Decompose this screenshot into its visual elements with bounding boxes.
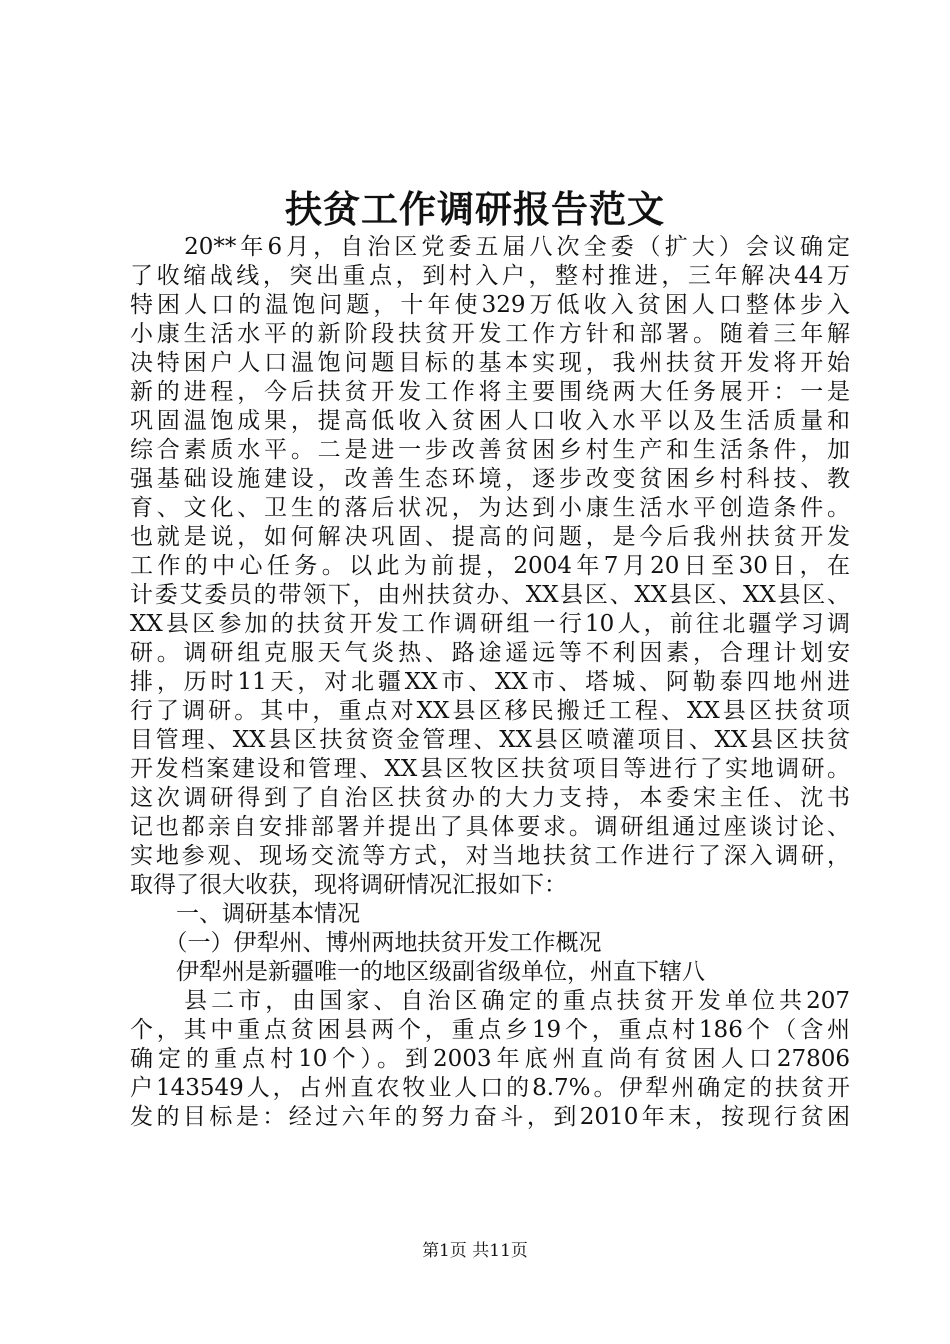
text-line: 强基础设施建设，改善生态环境，逐步改变贫困乡村科技、教 — [130, 466, 850, 492]
text-line: 发的目标是：经过六年的努力奋斗，到2010年末，按现行贫困 — [130, 1104, 850, 1130]
text-line: 育、文化、卫生的落后状况，为达到小康生活水平创造条件。 — [130, 495, 850, 521]
text-line: 特困人口的温饱问题，十年使329万低收入贫困人口整体步入 — [130, 292, 850, 318]
text-line: 计委艾委员的带领下，由州扶贫办、XX县区、XX县区、XX县区、 — [130, 582, 850, 608]
text-line: （一）伊犁州、博州两地扶贫开发工作概况 — [130, 930, 602, 956]
text-line: 综合素质水平。二是进一步改善贫困乡村生产和生活条件，加 — [130, 437, 850, 463]
text-line: 户143549人，占州直农牧业人口的8.7%。伊犁州确定的扶贫开 — [130, 1075, 850, 1101]
text-line: 行了调研。其中，重点对XX县区移民搬迁工程、XX县区扶贫项 — [130, 698, 850, 724]
text-line: 排，历时11天，对北疆XX市、XX市、塔城、阿勒泰四地州进 — [130, 669, 850, 695]
text-line: 新的进程，今后扶贫开发工作将主要围绕两大任务展开：一是 — [130, 379, 850, 405]
text-line: 个，其中重点贫困县两个，重点乡19个，重点村186个（含州 — [130, 1017, 850, 1043]
page-footer: 第1页 共11页 — [422, 1241, 528, 1261]
text-line: 工作的中心任务。以此为前提，2004年7月20日至30日，在 — [130, 553, 850, 579]
text-line: 开发档案建设和管理、XX县区牧区扶贫项目等进行了实地调研。 — [130, 756, 850, 782]
text-line: 实地参观、现场交流等方式，对当地扶贫工作进行了深入调研， — [130, 843, 850, 869]
text-line: 研。调研组克服天气炎热、路途遥远等不利因素，合理计划安 — [130, 640, 850, 666]
text-line: 决特困户人口温饱问题目标的基本实现，我州扶贫开发将开始 — [130, 350, 850, 376]
text-line: 这次调研得到了自治区扶贫办的大力支持，本委宋主任、沈书 — [130, 785, 850, 811]
text-line: 20**年6月，自治区党委五届八次全委（扩大）会议确定 — [130, 234, 850, 260]
text-line: 了收缩战线，突出重点，到村入户，整村推进，三年解决44万 — [130, 263, 850, 289]
text-line: 一、调研基本情况 — [130, 901, 360, 927]
document-body — [130, 233, 850, 1132]
text-line: XX县区参加的扶贫开发工作调研组一行10人，前往北疆学习调 — [130, 611, 850, 637]
text-line: 记也都亲自安排部署并提出了具体要求。调研组通过座谈讨论、 — [130, 814, 850, 840]
text-line: 确定的重点村10个）。到2003年底州直尚有贫困人口27806 — [130, 1046, 850, 1072]
text-line: 也就是说，如何解决巩固、提高的问题，是今后我州扶贫开发 — [130, 524, 850, 550]
text-line: 小康生活水平的新阶段扶贫开发工作方针和部署。随着三年解 — [130, 321, 850, 347]
text-line: 伊犁州是新疆唯一的地区级副省级单位，州直下辖八 — [130, 959, 705, 985]
text-line: 县二市，由国家、自治区确定的重点扶贫开发单位共207 — [130, 988, 850, 1014]
text-line: 取得了很大收获，现将调研情况汇报如下： — [130, 872, 567, 898]
document-title: 扶贫工作调研报告范文 — [285, 187, 665, 231]
text-line: 巩固温饱成果，提高低收入贫困人口收入水平以及生活质量和 — [130, 408, 850, 434]
text-line: 目管理、XX县区扶贫资金管理、XX县区喷灌项目、XX县区扶贫 — [130, 727, 850, 753]
